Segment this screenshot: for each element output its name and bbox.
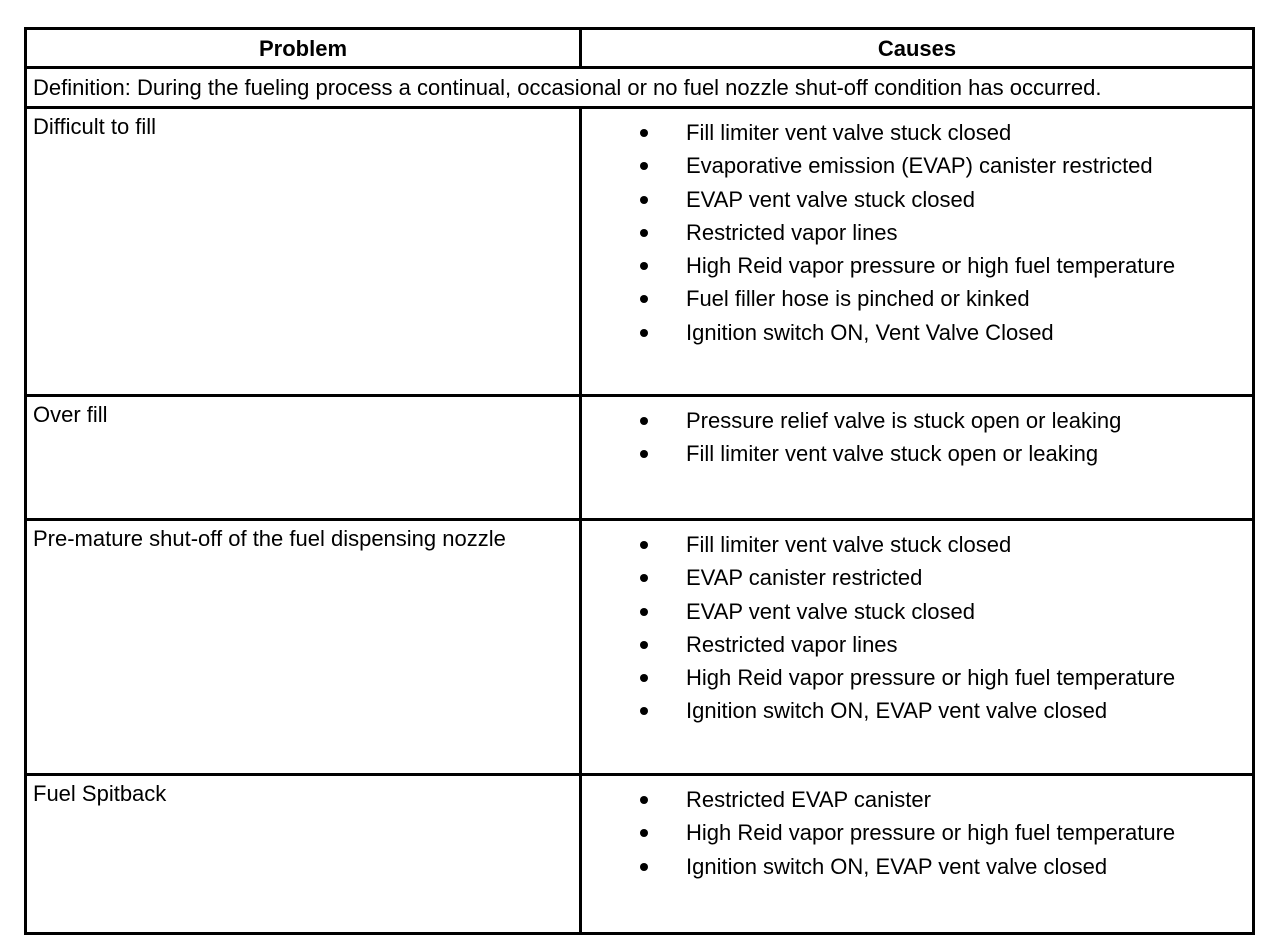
cause-text: High Reid vapor pressure or high fuel temperature [686,253,1176,279]
cause-text: Restricted EVAP canister [686,787,931,812]
list-item [582,149,1252,182]
cause-text: EVAP vent valve stuck closed [686,186,975,212]
causes-column-header: Causes [581,29,1254,68]
list-item [582,437,1252,470]
bullet-icon [640,674,648,682]
bullet-icon [640,329,648,337]
bullet-icon [640,196,648,204]
causes-cell [581,396,1254,520]
list-item [582,561,1252,594]
causes-cell [581,520,1254,775]
problem-cell: Fuel Spitback [26,775,581,934]
bullet-icon [640,707,648,715]
list-item [582,528,1252,561]
problem-cell: Over fill [26,396,581,520]
cause-text: Ignition switch ON, EVAP vent valve closed [686,853,1108,879]
list-item [582,282,1252,315]
bullet-icon [640,450,648,458]
cause-text: High Reid vapor pressure or high fuel temperature [686,665,1176,691]
cause-list [582,116,1252,349]
list-item [582,816,1252,849]
cause-text: High Reid vapor pressure or high fuel temperature [686,820,1176,846]
bullet-icon [640,574,648,582]
cause-list [582,528,1252,728]
cause-text: EVAP vent valve stuck closed [686,598,975,624]
problem-column-header: Problem [26,29,581,68]
list-item [582,404,1252,437]
definition-text: Definition: During the fueling process a continual, occasional or no fuel nozzle shut-off condition has occurred. [26,68,1254,108]
cause-text: Fill limiter vent valve stuck closed [686,532,1012,557]
header-row [26,29,1254,68]
bullet-icon [640,262,648,270]
table-row [26,775,1254,934]
cause-text: Fuel filler hose is pinched or kinked [686,286,1030,312]
cause-text: Pressure relief valve is stuck open or leaking [686,408,1122,433]
list-item [582,628,1252,661]
bullet-icon [640,417,648,425]
cause-text: EVAP canister restricted [686,565,923,591]
table-row [26,396,1254,520]
table-row [26,520,1254,775]
bullet-icon [640,641,648,649]
problem-cell: Pre-mature shut-off of the fuel dispensing nozzle [26,520,581,775]
bullet-icon [640,229,648,237]
bullet-icon [640,829,648,837]
cause-text: Restricted vapor lines [686,219,898,245]
cause-text: Fill limiter vent valve stuck closed [686,120,1012,145]
cause-text: Ignition switch ON, EVAP vent valve closed [686,698,1108,724]
cause-text: Fill limiter vent valve stuck open or leaking [686,441,1099,467]
bullet-icon [640,796,648,804]
cause-text: Ignition switch ON, Vent Valve Closed [686,319,1054,345]
list-item [582,694,1252,727]
cause-text: Evaporative emission (EVAP) canister restricted [686,153,1153,179]
list-item [582,116,1252,149]
list-item [582,216,1252,249]
list-item [582,783,1252,816]
list-item [582,595,1252,628]
bullet-icon [640,129,648,137]
list-item [582,316,1252,349]
causes-cell [581,108,1254,396]
cause-list [582,404,1252,471]
bullet-icon [640,863,648,871]
table-row [26,108,1254,396]
definition-row [26,68,1254,108]
cause-list [582,783,1252,883]
problem-cell: Difficult to fill [26,108,581,396]
list-item [582,661,1252,694]
bullet-icon [640,541,648,549]
bullet-icon [640,608,648,616]
diagnostic-table [24,27,1255,935]
bullet-icon [640,162,648,170]
cause-text: Restricted vapor lines [686,631,898,657]
list-item [582,850,1252,883]
bullet-icon [640,295,648,303]
list-item [582,183,1252,216]
causes-cell [581,775,1254,934]
list-item [582,249,1252,282]
